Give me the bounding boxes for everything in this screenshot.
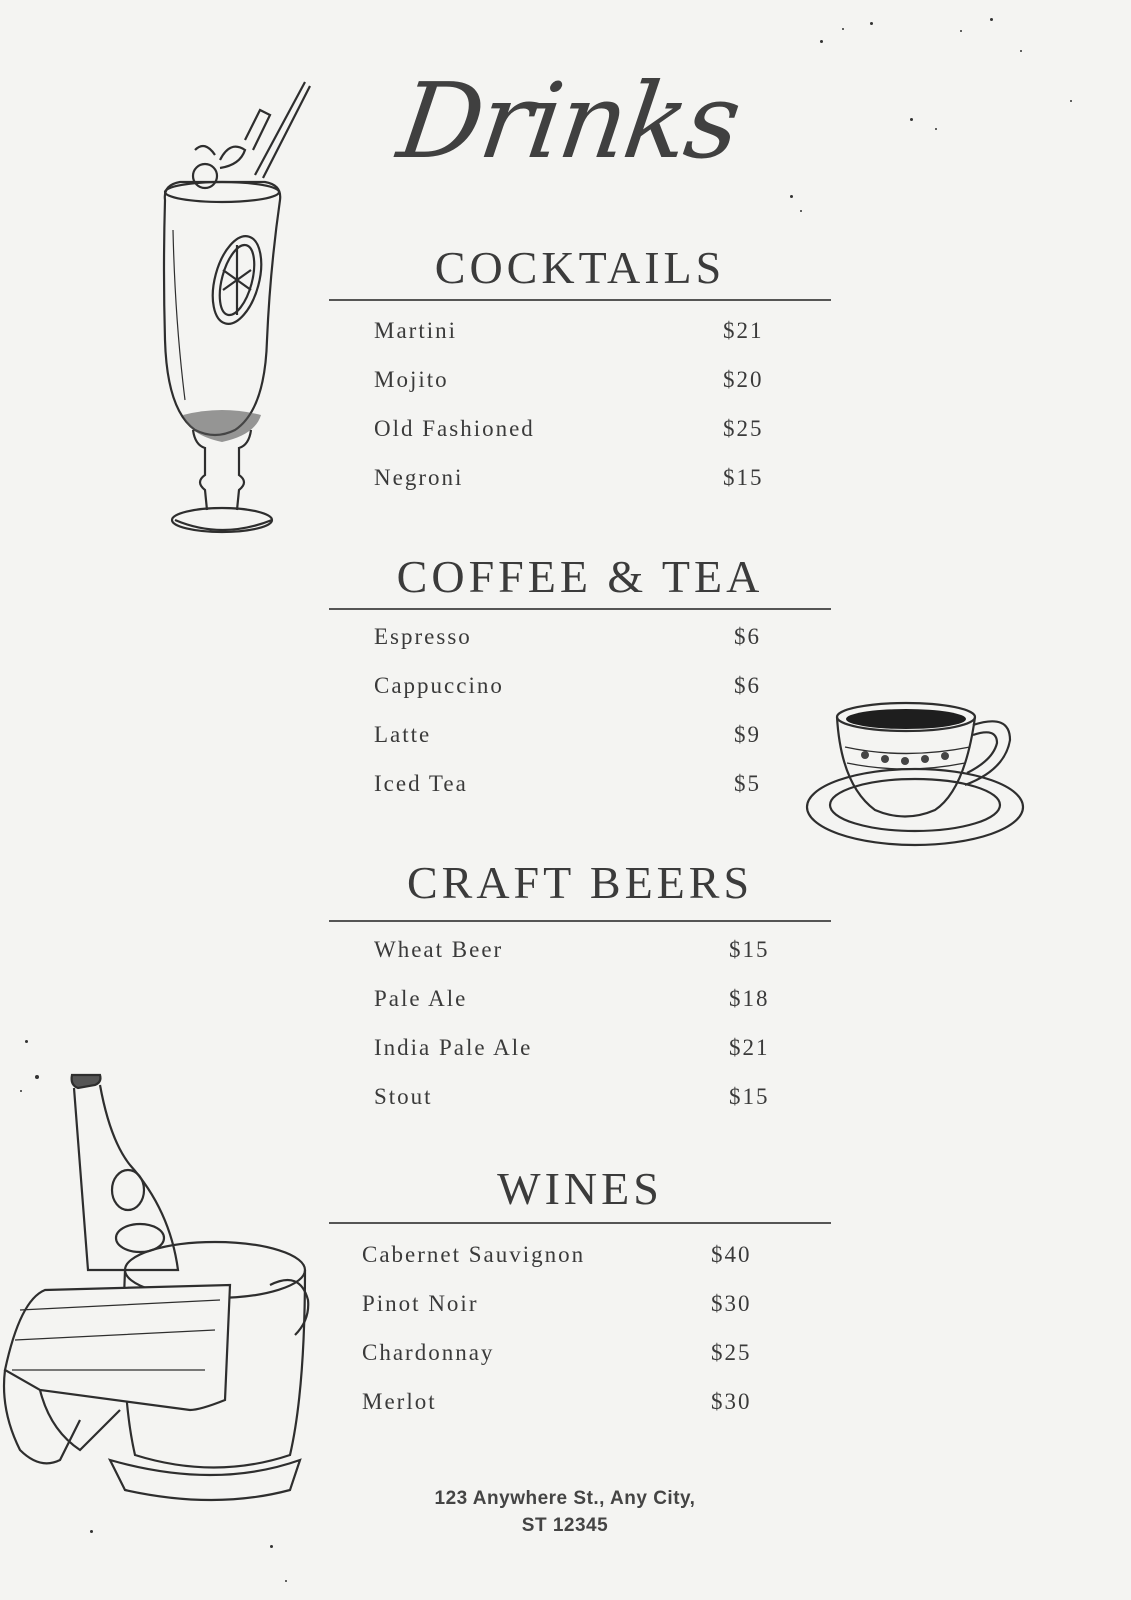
section-divider [329,608,831,610]
menu-item [329,1340,831,1370]
menu-item [329,673,831,703]
section-title: COCKTAILS [434,242,726,293]
menu-title: Drinks [391,60,747,182]
menu-item [329,937,831,967]
item-price: $25 [711,1340,752,1365]
item-price: $30 [711,1389,752,1414]
menu-item [329,722,831,752]
item-price: $5 [734,771,761,796]
item-price: $25 [723,416,764,441]
menu-item [329,318,831,348]
section-title: WINES [497,1163,663,1214]
section-coffee-tea [329,546,831,796]
item-name: Cappuccino [374,673,504,698]
item-name: India Pale Ale [374,1035,533,1060]
item-name: Chardonnay [362,1340,495,1365]
section-divider [329,299,831,301]
menu-item [329,624,831,654]
item-price: $18 [729,986,770,1011]
item-name: Martini [374,318,457,343]
section-wines [329,1158,831,1414]
menu-item [329,1291,831,1321]
menu-item [329,465,831,495]
item-name: Latte [374,722,432,747]
menu-item [329,1035,831,1065]
item-name: Negroni [374,465,464,490]
section-divider [329,920,831,922]
section-craft-beers [329,852,831,1109]
item-price: $15 [729,937,770,962]
item-name: Stout [374,1084,433,1109]
section-divider [329,1222,831,1224]
item-name: Iced Tea [374,771,468,796]
section-cocktails [329,237,831,490]
item-name: Espresso [374,624,472,649]
item-price: $15 [729,1084,770,1109]
menu-item [329,1242,831,1272]
section-title: CRAFT BEERS [406,857,754,908]
wine-bucket-icon [0,1070,310,1520]
item-price: $21 [729,1035,770,1060]
item-price: $40 [711,1242,752,1267]
item-name: Cabernet Sauvignon [362,1242,586,1267]
menu-item [329,416,831,446]
item-name: Pinot Noir [362,1291,479,1316]
address-line-2: ST 12345 [521,1515,609,1536]
coffee-cup-icon [805,695,1030,855]
cocktail-glass-icon [145,80,315,550]
item-name: Old Fashioned [374,416,535,441]
item-name: Pale Ale [374,986,468,1011]
item-name: Mojito [374,367,449,392]
item-price: $30 [711,1291,752,1316]
menu-item [329,367,831,397]
item-price: $6 [734,673,761,698]
menu-item [329,1084,831,1114]
item-price: $21 [723,318,764,343]
item-price: $20 [723,367,764,392]
item-price: $6 [734,624,761,649]
address-line-1: 123 Anywhere St., Any City, [434,1488,696,1509]
item-price: $15 [723,465,764,490]
item-name: Wheat Beer [374,937,504,962]
menu-item [329,771,831,801]
menu-item [329,986,831,1016]
section-title: COFFEE & TEA [396,551,764,602]
menu-item [329,1389,831,1419]
item-price: $9 [734,722,761,747]
item-name: Merlot [362,1389,437,1414]
address [400,1485,730,1539]
